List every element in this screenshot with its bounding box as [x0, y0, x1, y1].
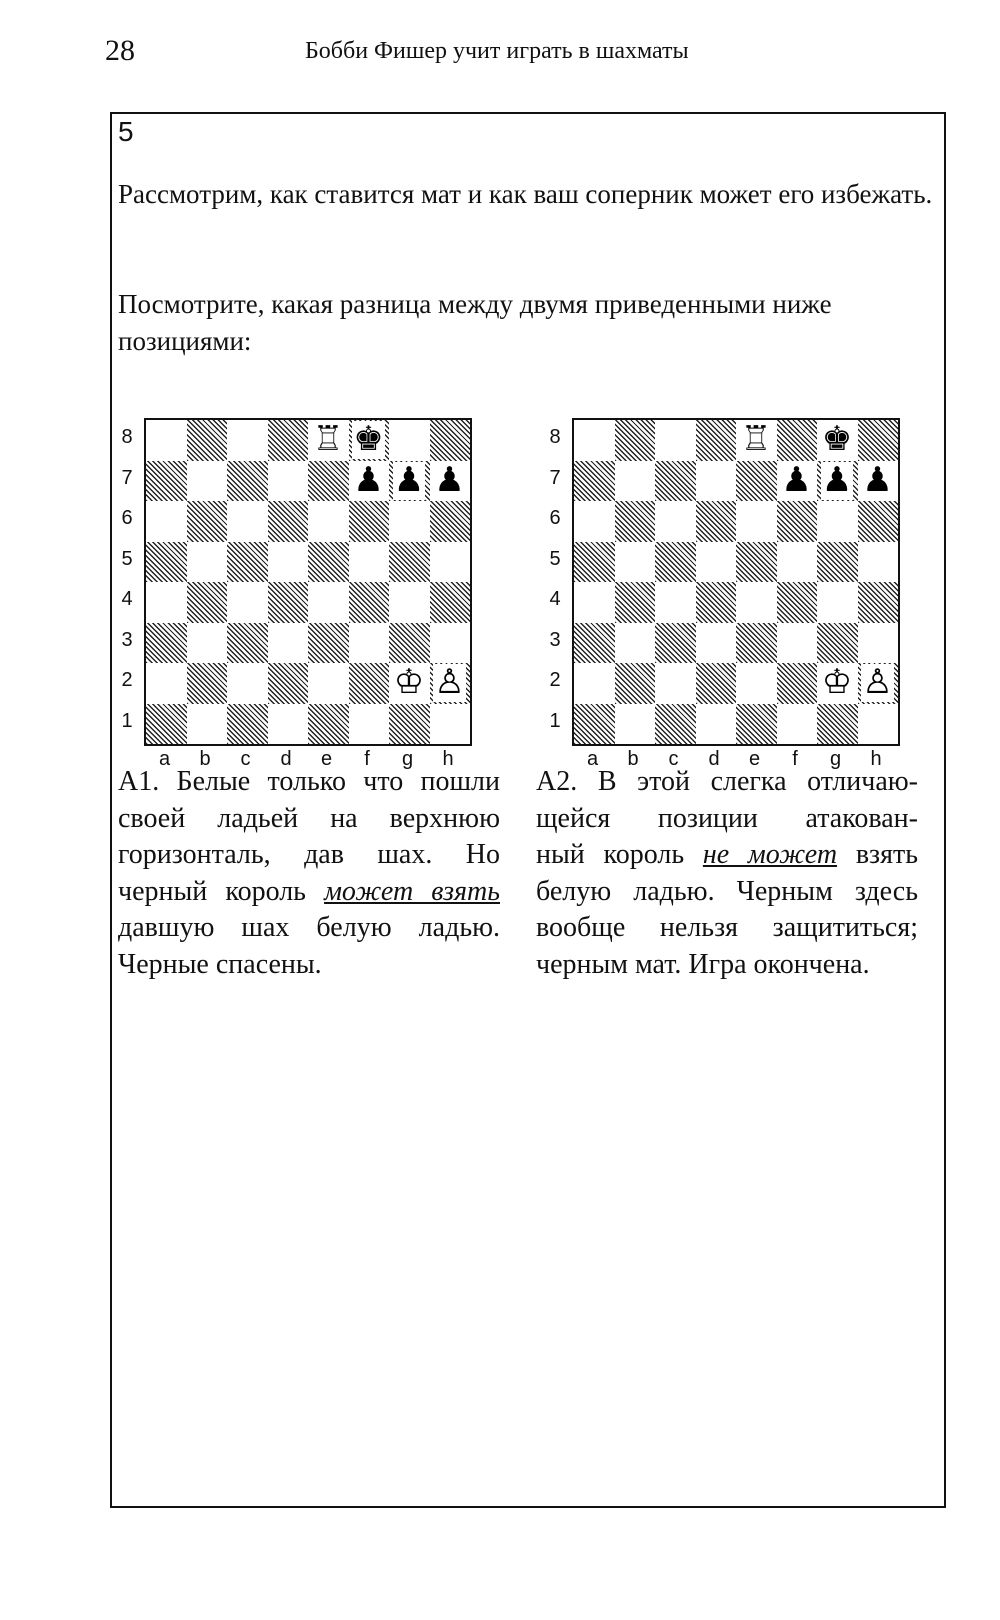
chessboard	[144, 418, 472, 746]
board-square	[574, 704, 615, 745]
board-square	[146, 623, 187, 664]
black-pawn-icon: ♟	[862, 459, 893, 500]
board-square	[308, 623, 349, 664]
board-square	[817, 501, 858, 542]
board-square	[227, 704, 268, 745]
rank-label: 1	[549, 709, 561, 732]
board-square	[430, 582, 471, 623]
board-square	[187, 461, 228, 502]
board-square	[858, 420, 899, 461]
page-header	[0, 30, 1000, 70]
caption-line: своей ладьей на верхнюю	[118, 802, 500, 834]
board-square	[696, 542, 737, 583]
board-square	[615, 663, 656, 704]
white-pawn-icon: ♙	[434, 662, 465, 702]
rank-label: 3	[121, 628, 133, 651]
board-square	[349, 542, 390, 583]
board-square	[777, 623, 818, 664]
black-king-icon: ♚	[821, 419, 853, 459]
white-king-icon: ♔	[393, 662, 425, 702]
caption-text: взять	[837, 839, 918, 870]
board-square	[574, 501, 615, 542]
white-rook-icon: ♖	[740, 419, 772, 459]
board-square	[349, 704, 390, 745]
rank-label: 2	[121, 669, 133, 691]
board-square	[655, 623, 696, 664]
board-square	[430, 501, 471, 542]
black-pawn-icon: ♟	[393, 459, 425, 500]
board-square	[615, 501, 656, 542]
board-square	[430, 542, 471, 583]
board-square	[227, 542, 268, 583]
board-square	[227, 420, 268, 461]
file-label: d	[708, 748, 720, 770]
board-square	[615, 582, 656, 623]
board-square	[227, 623, 268, 664]
board-square	[696, 582, 737, 623]
rank-label: 6	[549, 507, 561, 529]
board-square	[268, 420, 309, 461]
board-square	[817, 582, 858, 623]
file-label: f	[364, 748, 370, 770]
file-label: a	[586, 748, 599, 770]
board-square	[389, 582, 430, 623]
running-title: Бобби Фишер учит играть в шахматы	[305, 38, 689, 64]
board-square	[655, 704, 696, 745]
board-square	[187, 501, 228, 542]
intro-paragraph	[118, 176, 942, 213]
board-square	[696, 501, 737, 542]
board-square	[430, 623, 471, 664]
question-line: ниже позициями:	[118, 289, 832, 356]
caption-line: Черные спасены.	[118, 948, 322, 980]
file-label: c	[240, 748, 251, 770]
board-square	[146, 542, 187, 583]
question-paragraph	[118, 286, 942, 360]
board-square	[187, 704, 228, 745]
board-square	[146, 704, 187, 745]
board-square	[574, 542, 615, 583]
board-square	[777, 704, 818, 745]
rank-label: 5	[549, 547, 561, 570]
board-square	[736, 582, 777, 623]
intro-line: его избежать.	[778, 179, 933, 209]
board-square	[696, 623, 737, 664]
file-label: h	[442, 748, 454, 770]
board-square	[615, 420, 656, 461]
rank-label: 8	[121, 426, 133, 448]
board-square	[615, 623, 656, 664]
board-square	[389, 420, 430, 461]
caption-line: черным мат. Игра окончена.	[536, 948, 870, 980]
board-square	[574, 663, 615, 704]
white-pawn-icon: ♙	[862, 662, 893, 702]
board-square	[268, 461, 309, 502]
white-rook-icon: ♖	[312, 419, 344, 459]
board-square	[777, 542, 818, 583]
board-square	[187, 542, 228, 583]
question-line: Посмотрите, какая разница между двумя приведенными	[118, 289, 766, 319]
rank-label: 4	[549, 588, 561, 610]
board-square	[389, 623, 430, 664]
board-square	[308, 542, 349, 583]
board-square	[308, 663, 349, 704]
board-square	[349, 663, 390, 704]
board-square	[615, 704, 656, 745]
board-square	[187, 420, 228, 461]
board-square	[268, 582, 309, 623]
board-square	[655, 501, 696, 542]
rank-label: 5	[121, 547, 133, 570]
file-label: h	[870, 748, 882, 770]
caption-a1	[118, 764, 500, 983]
black-pawn-icon: ♟	[353, 459, 384, 500]
board-square	[655, 582, 696, 623]
board-square	[736, 461, 777, 502]
board-square	[349, 501, 390, 542]
board-square	[268, 501, 309, 542]
board-square	[777, 582, 818, 623]
board-square	[655, 663, 696, 704]
file-label: a	[158, 748, 171, 770]
intro-line: Рассмотрим, как ставится мат и как ваш соперник может	[118, 179, 772, 209]
black-king-icon: ♚	[353, 419, 384, 459]
caption-text: ный король	[536, 839, 703, 870]
board-square	[430, 420, 471, 461]
emphasis-cannot: не может	[702, 839, 838, 870]
board-square	[655, 461, 696, 502]
board-square	[736, 623, 777, 664]
board-square	[655, 420, 696, 461]
frame-number: 5	[118, 116, 134, 147]
file-label: e	[748, 748, 761, 770]
board-square	[817, 623, 858, 664]
board-square	[615, 542, 656, 583]
rank-label: 7	[121, 466, 133, 489]
board-square	[696, 461, 737, 502]
board-square	[227, 461, 268, 502]
board-square	[268, 542, 309, 583]
board-square	[389, 704, 430, 745]
board-square	[736, 663, 777, 704]
board-square	[817, 542, 858, 583]
file-label: c	[668, 748, 679, 770]
caption-line: давшую шах белую ладью.	[118, 912, 500, 943]
board-square	[308, 461, 349, 502]
rank-label: 6	[121, 507, 133, 529]
rank-label: 8	[549, 426, 561, 448]
board-square	[574, 420, 615, 461]
board-square	[858, 582, 899, 623]
rank-label: 7	[549, 466, 561, 489]
caption-line	[118, 874, 500, 911]
board-square	[227, 501, 268, 542]
caption-text: черный король	[118, 875, 325, 907]
board-square	[187, 623, 228, 664]
board-square	[146, 663, 187, 704]
caption-line: вообще нельзя защититься;	[536, 912, 918, 943]
board-square	[187, 582, 228, 623]
board-square	[574, 461, 615, 502]
page-number: 28	[105, 34, 135, 67]
board-square	[696, 663, 737, 704]
board-square	[736, 542, 777, 583]
caption-line: щейся позиции атакован-	[536, 802, 918, 834]
board-square	[227, 582, 268, 623]
board-square	[655, 542, 696, 583]
board-square	[187, 663, 228, 704]
board-square	[858, 501, 899, 542]
board-square	[389, 501, 430, 542]
board-square	[777, 501, 818, 542]
board-square	[146, 420, 187, 461]
board-square	[858, 542, 899, 583]
caption-line: горизонталь, дав шах. Но	[118, 839, 500, 870]
board-square	[858, 704, 899, 745]
emphasis-can-capture: может взять	[324, 875, 500, 907]
file-label: d	[280, 748, 292, 770]
file-label: b	[199, 748, 211, 770]
board-square	[146, 501, 187, 542]
rank-label: 1	[121, 709, 133, 732]
board-square	[349, 623, 390, 664]
file-label: e	[320, 748, 333, 770]
lesson-frame	[110, 112, 946, 1508]
board-square	[430, 704, 471, 745]
board-square	[146, 582, 187, 623]
file-label: g	[401, 748, 414, 770]
white-king-icon: ♔	[821, 662, 853, 702]
board-square	[736, 501, 777, 542]
board-square	[696, 420, 737, 461]
board-square	[349, 582, 390, 623]
caption-line	[536, 837, 918, 874]
black-pawn-icon: ♟	[781, 459, 812, 500]
caption-a2	[536, 764, 918, 983]
board-square	[777, 420, 818, 461]
board-square	[268, 663, 309, 704]
board-square	[858, 623, 899, 664]
board-square	[777, 663, 818, 704]
rank-label: 4	[121, 588, 133, 610]
black-pawn-icon: ♟	[821, 459, 853, 500]
board-square	[574, 582, 615, 623]
board-square	[268, 623, 309, 664]
board-square	[146, 461, 187, 502]
rank-label: 3	[549, 628, 561, 651]
caption-line: А2. В этой слегка отличаю-	[536, 766, 918, 797]
caption-line: А1. Белые только что пошли	[118, 766, 500, 797]
board-square	[696, 704, 737, 745]
board-square	[736, 704, 777, 745]
board-square	[574, 623, 615, 664]
board-square	[227, 663, 268, 704]
board-square	[308, 501, 349, 542]
board-square	[308, 704, 349, 745]
board-square	[817, 704, 858, 745]
file-label: f	[792, 748, 798, 770]
board-square	[308, 582, 349, 623]
board-square	[389, 542, 430, 583]
rank-label: 2	[549, 669, 561, 691]
chessboard	[572, 418, 900, 746]
file-label: g	[829, 748, 842, 770]
board-square	[615, 461, 656, 502]
file-label: b	[627, 748, 639, 770]
caption-line: белую ладью. Черным здесь	[536, 875, 918, 907]
black-pawn-icon: ♟	[434, 459, 465, 500]
board-square	[268, 704, 309, 745]
